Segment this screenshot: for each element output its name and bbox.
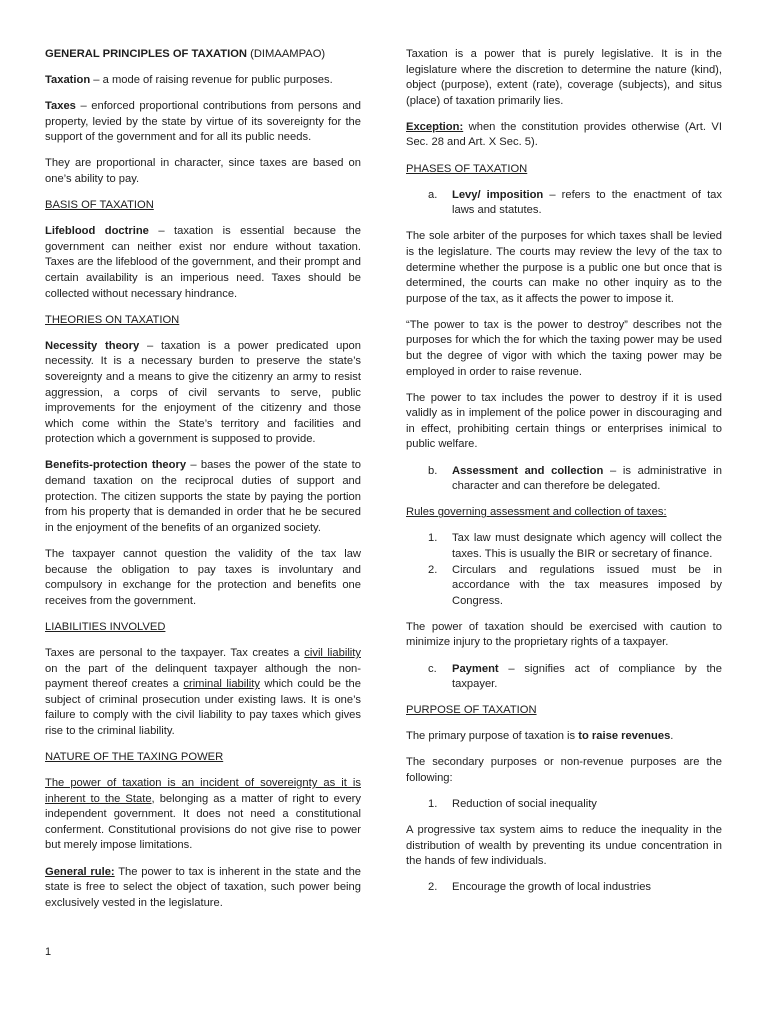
nature-paragraph: The power of taxation is an incident of sovereignty as it is inherent to the State, belonging as a matter of right to every independent government. It does not need a constitutional conferment. Constitutional provisions do not give rise to power but merely impose limitations. (45, 777, 361, 852)
secondary-purpose-paragraph: The secondary purposes or non-revenue purposes are the following: (406, 756, 722, 784)
phase-levy: a. Levy/ imposition – refers to the enactment of tax laws and statutes. (428, 188, 722, 217)
liabilities-heading: LIABILITIES INVOLVED (45, 620, 166, 633)
benefits-paragraph: Benefits-protection theory – bases the power of the state to demand taxation on the reciprocal duties of support and protection. The citizen supports the state by paying the portion from his property that is demanded in order that he be secured in the enjoyment of the benefits of an organized society. (45, 459, 361, 534)
general-rule-paragraph: General rule: The power to tax is inherent in the state and the state is free to select the object of taxation, such power being exclusively vested in the legislature. (45, 865, 362, 909)
nature-heading: NATURE OF THE TAXING POWER (45, 750, 224, 763)
phases-heading: PHASES OF TAXATION (406, 162, 528, 175)
purpose-item: 1. Reduction of social inequality (428, 798, 597, 811)
rule-item: 2. Circulars and regulations issued must be in accordance with the tax measures imposed by Congress. (428, 563, 722, 607)
legislative-paragraph: Taxation is a power that is purely legislative. It is in the legislature where the discretion to determine the nature (kind), object (purpose), extent (rate), coverage (subjects), and situs (place) of taxation primarily lies. (406, 48, 722, 107)
rules-heading: Rules governing assessment and collection of taxes: (406, 506, 667, 519)
rule-item: 1. Tax law must designate which agency will collect the taxes. This is usually the BIR or secretary of finance. (428, 532, 722, 560)
phase-payment: c. Payment – signifies act of compliance by the taxpayer. (428, 662, 722, 691)
theories-heading: THEORIES ON TAXATION (45, 313, 180, 326)
taxes-definition: Taxes – enforced proportional contributions from persons and property, levied by the state by virtue of its sovereignty for the support of the government and for all its public needs. (45, 100, 361, 144)
left-column (45, 47, 361, 922)
police-power-paragraph: The power to tax includes the power to destroy if it is used validly as in implement of the police power in discouraging and in effect, prohibiting certain things or enterprises inimical to public welfare. (406, 391, 722, 451)
primary-purpose-paragraph: The primary purpose of taxation is to raise revenues. (406, 730, 674, 743)
lifeblood-paragraph: Lifeblood doctrine – taxation is essential because the government can neither exist nor endure without taxation. Taxes are the lifeblood of the government, and their prompt and certain availability is an imperious need. Taxes should be collected without necessary hindrance. (45, 225, 361, 300)
necessity-paragraph: Necessity theory – taxation is a power predicated upon necessity. It is a necessary burden to preserve the state’s sovereignty and a means to give the citizenry an army to resist aggression, a corps of civil servants to serve, public improvements for the enjoyment of the citizenry and those which come within the State’s territory and facilities and protection which a government is supposed to provide. (45, 339, 361, 446)
purpose-heading: PURPOSE OF TAXATION (406, 704, 537, 717)
purpose-item: 2. Encourage the growth of local industries (428, 881, 652, 894)
basis-heading: BASIS OF TAXATION (45, 199, 154, 212)
progressive-paragraph: A progressive tax system aims to reduce the inequality in the distribution of wealth by preventing its undue concentration in the hands of few individuals. (406, 824, 722, 868)
exception-paragraph: Exception: when the constitution provides otherwise (Art. VI Sec. 28 and Art. X Sec. 5). (406, 120, 722, 149)
taxpayer-paragraph: The taxpayer cannot question the validity of the tax law because the obligation to pay taxes is involuntary and compulsory in exchange for the protection and benefits one receives from the government. (45, 547, 361, 607)
proportional-paragraph: They are proportional in character, since taxes are based on one’s ability to pay. (45, 157, 361, 186)
taxation-definition: Taxation – a mode of raising revenue for public purposes. (45, 74, 333, 87)
page-number: 1 (45, 946, 52, 958)
right-column (406, 47, 722, 907)
arbiter-paragraph: The sole arbiter of the purposes for which taxes shall be levied is the legislature. The courts may review the levy of the tax to determine whether the purpose is a public one but once that is determined, the courts can make no other inquiry as to the purpose of the tax, as it affects the power to impose it. (406, 230, 722, 305)
liabilities-paragraph: Taxes are personal to the taxpayer. Tax creates a civil liability on the part of the delinquent taxpayer although the non-payment thereof creates a criminal liability which could be the subject of criminal prosecution under existing laws. It is one’s failure to comply with the civil liability to pay taxes which gives rise to the criminal liability. (45, 646, 361, 737)
destroy-paragraph: “The power to tax is the power to destroy” describes not the purposes for which the for which the taxing power may be used but the degree of vigor with which the taxing power may be employed in order to raise revenue. (406, 318, 722, 378)
document-title: GENERAL PRINCIPLES OF TAXATION (DIMAAMPAO) (45, 48, 326, 60)
phase-assessment: b. Assessment and collection – is administrative in character and can therefore be delegated. (428, 464, 722, 493)
caution-paragraph: The power of taxation should be exercised with caution to minimize injury to the proprietary rights of a taxpayer. (406, 620, 722, 649)
